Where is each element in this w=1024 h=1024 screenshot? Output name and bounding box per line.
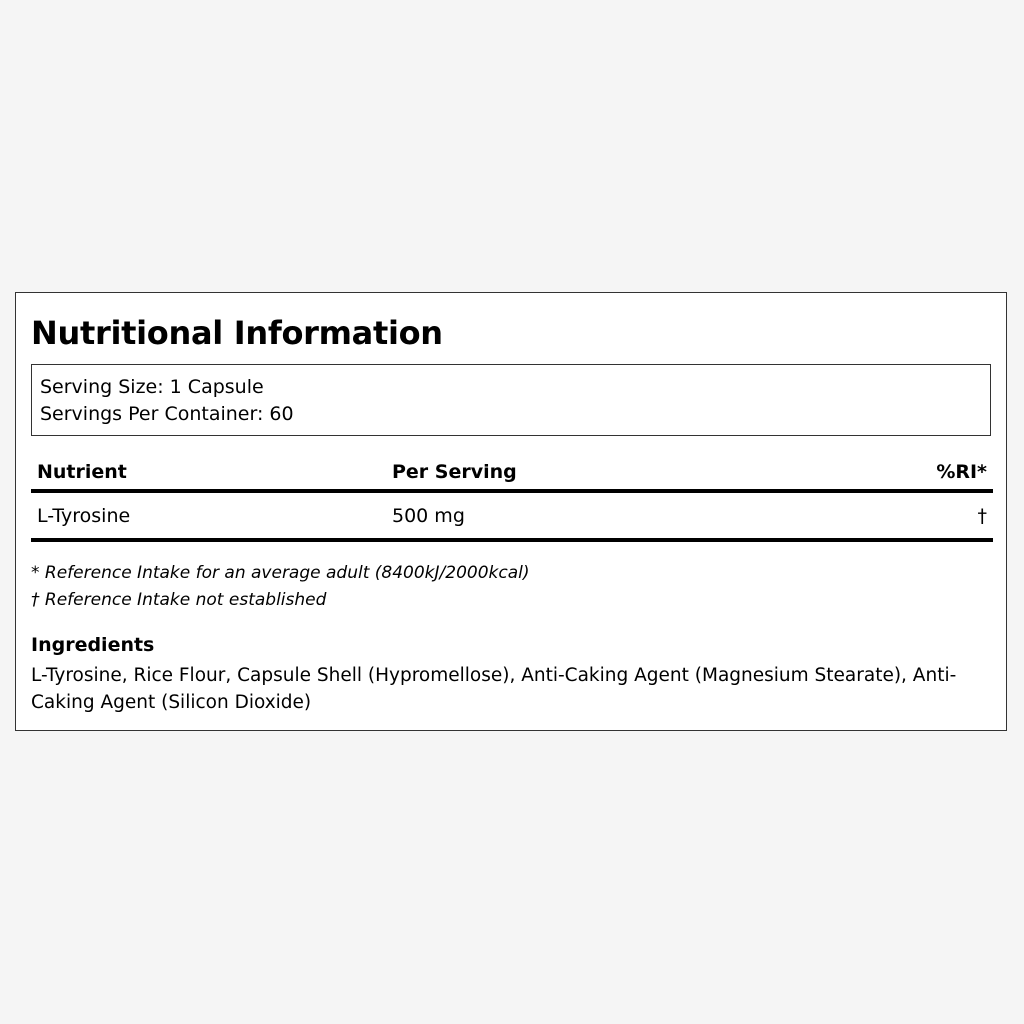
- ingredients-heading: Ingredients: [31, 634, 155, 656]
- header-nutrient: Nutrient: [37, 461, 127, 483]
- footnote-reference-intake: * Reference Intake for an average adult (8400kJ/2000kcal): [31, 563, 530, 583]
- serving-info-box: [31, 364, 991, 436]
- row-nutrient: L-Tyrosine: [37, 504, 131, 527]
- ingredients-text: L-Tyrosine, Rice Flour, Capsule Shell (Hypromellose), Anti-Caking Agent (Magnesium Stearate), Anti-Caking Agent (Silicon Dioxide): [31, 665, 957, 713]
- servings-per-container: Servings Per Container: 60: [40, 403, 294, 425]
- header-per-serving: Per Serving: [392, 461, 517, 483]
- panel-title: Nutritional Information: [31, 314, 443, 352]
- nutrition-panel: [15, 292, 1007, 731]
- row-ri: †: [977, 504, 987, 527]
- table-header-row: [31, 455, 993, 493]
- footnotes: [31, 560, 991, 614]
- table-row: [31, 493, 993, 542]
- header-ri: %RI*: [936, 461, 987, 483]
- footnote-not-established: † Reference Intake not established: [31, 590, 327, 610]
- row-per-serving: 500 mg: [392, 504, 465, 527]
- nutrient-table: [31, 455, 993, 542]
- serving-size: Serving Size: 1 Capsule: [40, 376, 264, 398]
